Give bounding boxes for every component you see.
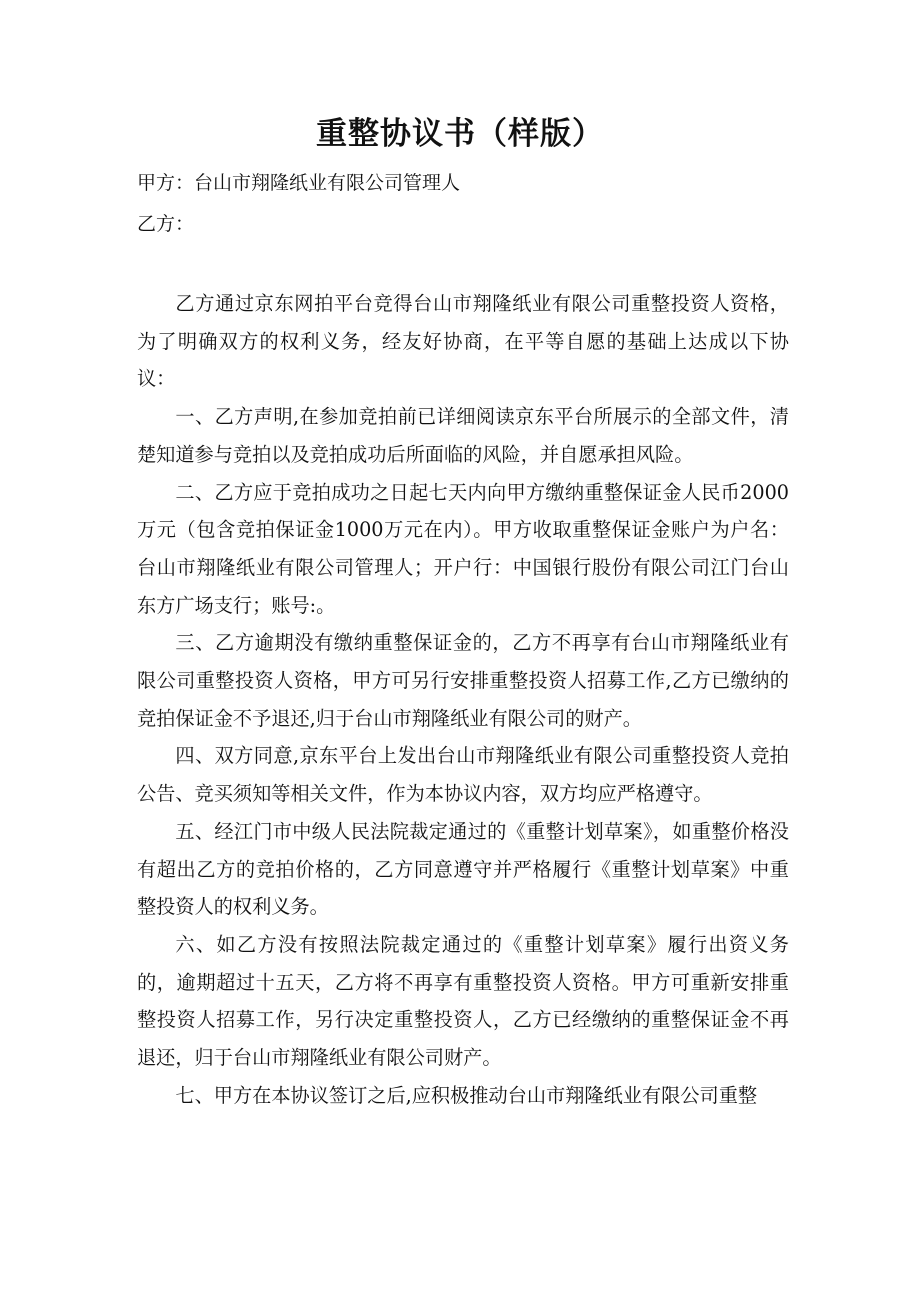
clause-4: 四、双方同意,京东平台上发出台山市翔隆纸业有限公司重整投资人竞拍公告、竞买须知等相关文件，作为本协议内容，双方均应严格遵守。 — [137, 744, 789, 806]
clause-5: 五、经江门市中级人民法院裁定通过的《重整计划草案》，如重整价格没有超出乙方的竞拍价格的，乙方同意遵守并严格履行《重整计划草案》中重整投资人的权利义务。 — [137, 819, 789, 919]
clause-7: 七、甲方在本协议签订之后,应积极推动台山市翔隆纸业有限公司重整 — [175, 1083, 758, 1107]
intro-paragraph: 乙方通过京东网拍平台竞得台山市翔隆纸业有限公司重整投资人资格，为了明确双方的权利义务，经友好协商，在平等自愿的基础上达成以下协议： — [137, 292, 789, 391]
clause-2: 二、乙方应于竞拍成功之日起七天内向甲方缴纳重整保证金人民币2000万元（包含竞拍保证金1000万元在内）。甲方收取重整保证金账户为户名：台山市翔隆纸业有限公司管理人；开户行：中国银行股份有限公司江门台山东方广场支行；账号:。 — [137, 480, 789, 617]
clause-6: 六、如乙方没有按照法院裁定通过的《重整计划草案》履行出资义务的，逾期超过十五天，乙方将不再享有重整投资人资格。甲方可重新安排重整投资人招募工作，另行决定重整投资人，乙方已经缴纳的重整保证金不再退还，归于台山市翔隆纸业有限公司财产。 — [137, 932, 789, 1070]
party-a-line: 甲方：台山市翔隆纸业有限公司管理人 — [137, 172, 461, 194]
clause-1: 一、乙方声明,在参加竞拍前已详细阅读京东平台所展示的全部文件，清楚知道参与竞拍以及竞拍成功后所面临的风险，并自愿承担风险。 — [137, 405, 789, 466]
party-b-line: 乙方： — [137, 213, 195, 235]
document-title: 重整协议书（样版） — [316, 116, 604, 152]
clause-3: 三、乙方逾期没有缴纳重整保证金的，乙方不再享有台山市翔隆纸业有限公司重整投资人资格，甲方可另行安排重整投资人招募工作,乙方已缴纳的竞拍保证金不予退还,归于台山市翔隆纸业有限公司的财产。 — [137, 631, 789, 730]
agreement-body — [137, 285, 789, 1114]
